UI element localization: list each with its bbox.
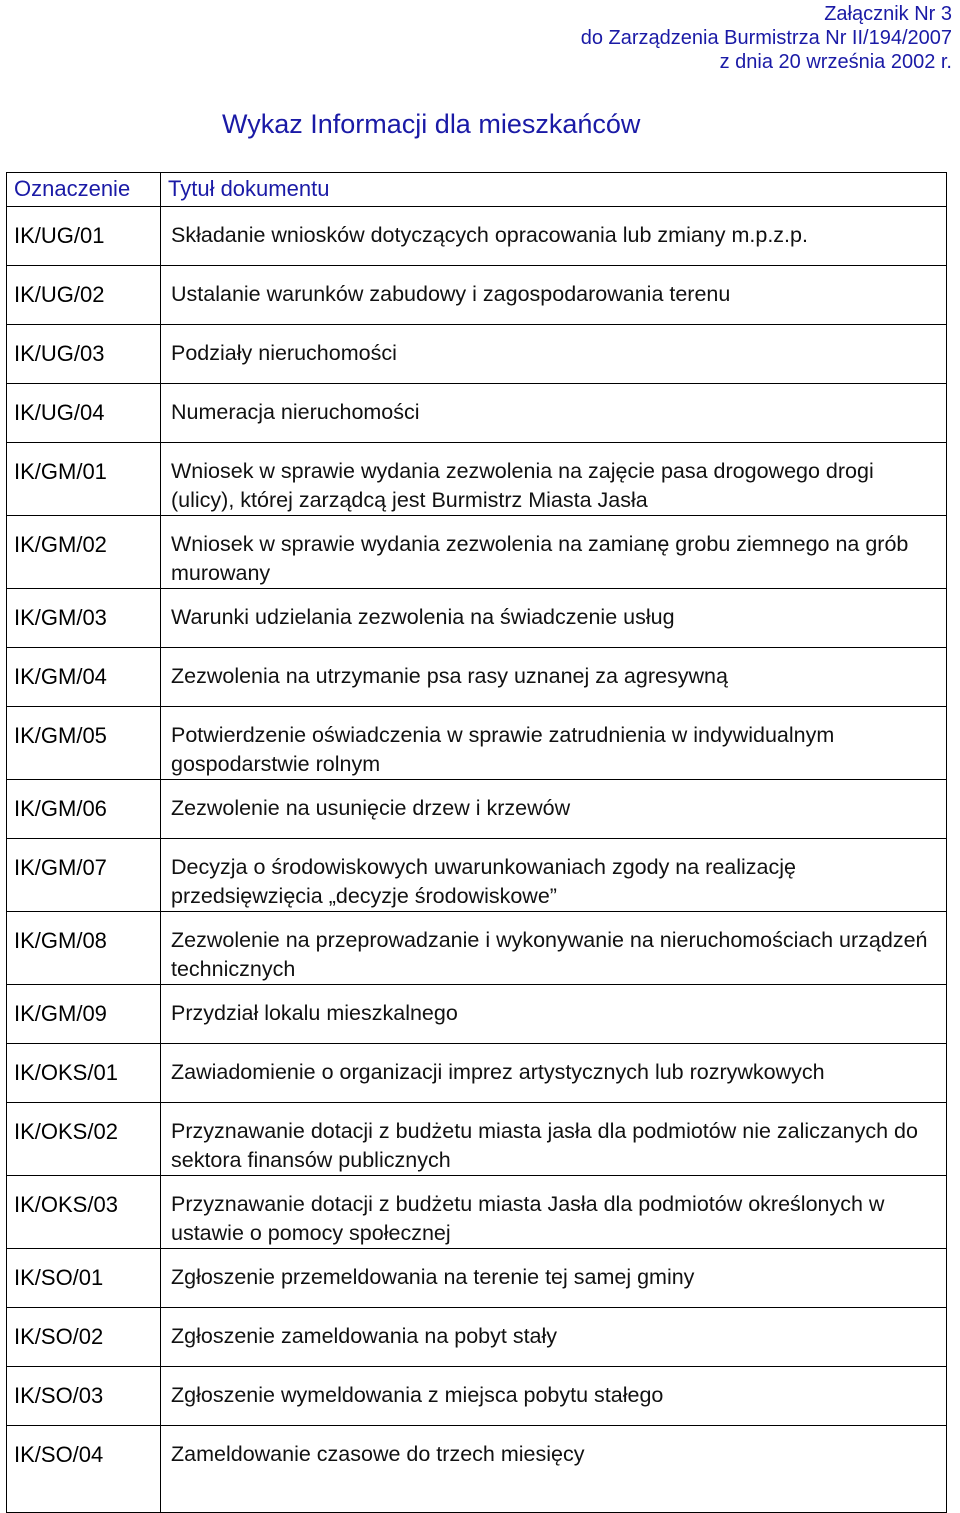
document-title-cell: Zezwolenie na usunięcie drzew i krzewów	[161, 780, 947, 839]
document-code: IK/GM/05	[7, 707, 161, 780]
documents-table	[6, 172, 947, 1513]
table-body	[7, 207, 947, 1513]
document-code: IK/GM/08	[7, 912, 161, 985]
document-code: IK/UG/04	[7, 384, 161, 443]
document-code: IK/GM/04	[7, 648, 161, 707]
annex-header	[581, 2, 952, 74]
document-title-cell: Zgłoszenie zameldowania na pobyt stały	[161, 1308, 947, 1367]
document-title-cell: Przyznawanie dotacji z budżetu miasta jasła dla podmiotów nie zaliczanych do sektora finansów publicznych	[161, 1103, 947, 1176]
document-title-cell: Przyznawanie dotacji z budżetu miasta Jasła dla podmiotów określonych w ustawie o pomocy społecznej	[161, 1176, 947, 1249]
document-title-cell: Zezwolenia na utrzymanie psa rasy uznanej za agresywną	[161, 648, 947, 707]
document-title-cell: Składanie wniosków dotyczących opracowania lub zmiany m.p.z.p.	[161, 207, 947, 266]
document-title-cell: Zgłoszenie wymeldowania z miejsca pobytu stałego	[161, 1367, 947, 1426]
document-title-cell: Ustalanie warunków zabudowy i zagospodarowania terenu	[161, 266, 947, 325]
document-code: IK/GM/07	[7, 839, 161, 912]
document-title-cell: Numeracja nieruchomości	[161, 384, 947, 443]
table-row	[7, 707, 947, 780]
document-title-cell: Zezwolenie na przeprowadzanie i wykonywanie na nieruchomościach urządzeń technicznych	[161, 912, 947, 985]
annex-number: Załącznik Nr 3	[824, 3, 952, 25]
document-code: IK/UG/02	[7, 266, 161, 325]
document-code: IK/OKS/02	[7, 1103, 161, 1176]
column-header-title: Tytuł dokumentu	[161, 173, 947, 207]
table-row	[7, 266, 947, 325]
document-code: IK/SO/03	[7, 1367, 161, 1426]
document-title-cell: Zawiadomienie o organizacji imprez artystycznych lub rozrywkowych	[161, 1044, 947, 1103]
document-code: IK/GM/01	[7, 443, 161, 516]
document-title-cell: Przydział lokalu mieszkalnego	[161, 985, 947, 1044]
document-title: Wykaz Informacji dla mieszkańców	[222, 109, 641, 139]
document-code: IK/GM/09	[7, 985, 161, 1044]
document-code: IK/OKS/03	[7, 1176, 161, 1249]
document-code: IK/GM/03	[7, 589, 161, 648]
document-title-cell: Wniosek w sprawie wydania zezwolenia na zajęcie pasa drogowego drogi (ulicy), której zarządcą jest Burmistrz Miasta Jasła	[161, 443, 947, 516]
document-title-cell: Potwierdzenie oświadczenia w sprawie zatrudnienia w indywidualnym gospodarstwie rolnym	[161, 707, 947, 780]
document-code: IK/GM/06	[7, 780, 161, 839]
document-code: IK/SO/04	[7, 1426, 161, 1513]
table-row	[7, 912, 947, 985]
table-row	[7, 1044, 947, 1103]
document-title-cell: Zameldowanie czasowe do trzech miesięcy	[161, 1426, 947, 1513]
document-title-cell: Zgłoszenie przemeldowania na terenie tej samej gminy	[161, 1249, 947, 1308]
table-row	[7, 207, 947, 266]
column-header-code: Oznaczenie	[7, 173, 161, 207]
document-title-cell: Wniosek w sprawie wydania zezwolenia na zamianę grobu ziemnego na grób murowany	[161, 516, 947, 589]
table-row	[7, 1249, 947, 1308]
document-code: IK/UG/01	[7, 207, 161, 266]
table-row	[7, 985, 947, 1044]
document-code: IK/OKS/01	[7, 1044, 161, 1103]
table-row	[7, 1176, 947, 1249]
table-row	[7, 1426, 947, 1513]
document-code: IK/SO/02	[7, 1308, 161, 1367]
table-row	[7, 516, 947, 589]
table-row	[7, 648, 947, 707]
table-row	[7, 384, 947, 443]
document-code: IK/UG/03	[7, 325, 161, 384]
document-title-cell: Decyzja o środowiskowych uwarunkowaniach zgody na realizację przedsięwzięcia „decyzje środowiskowe”	[161, 839, 947, 912]
table-header-row	[7, 173, 947, 207]
table-row	[7, 1103, 947, 1176]
document-code: IK/GM/02	[7, 516, 161, 589]
table-row	[7, 589, 947, 648]
document-code: IK/SO/01	[7, 1249, 161, 1308]
table-row	[7, 839, 947, 912]
table-row	[7, 443, 947, 516]
table-row	[7, 1308, 947, 1367]
table-row	[7, 325, 947, 384]
annex-order-reference: do Zarządzenia Burmistrza Nr II/194/2007	[580, 27, 952, 49]
table-row	[7, 1367, 947, 1426]
table-row	[7, 780, 947, 839]
annex-date: z dnia 20 września 2002 r.	[719, 51, 952, 73]
document-title-cell: Podziały nieruchomości	[161, 325, 947, 384]
document-title-cell: Warunki udzielania zezwolenia na świadczenie usług	[161, 589, 947, 648]
